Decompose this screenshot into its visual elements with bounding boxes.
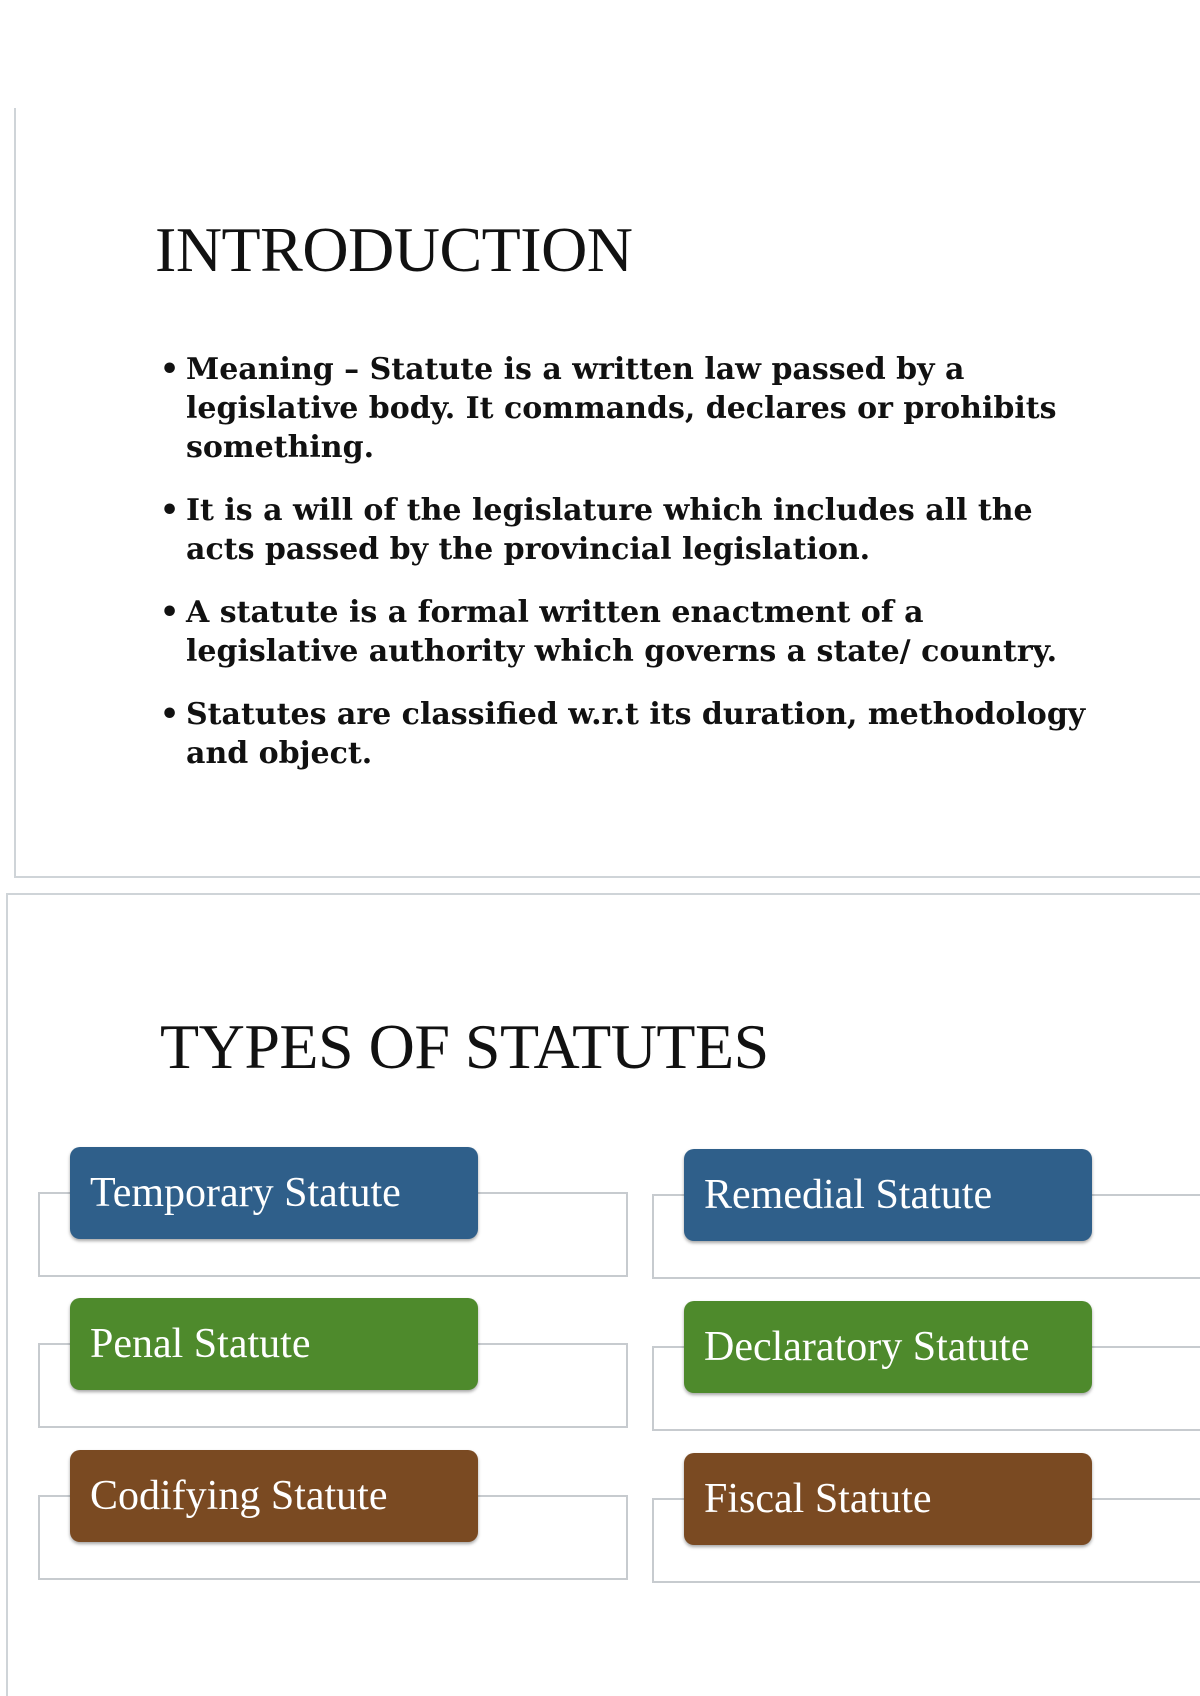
intro-bullet-text: A statute is a formal written enactment of a legislative authority which governs a state/ country. [186,595,1058,669]
fiscal-statute-box: Fiscal Statute [684,1453,1092,1545]
bullet-icon: • [160,697,180,732]
temporary-statute-box: Temporary Statute [70,1147,478,1239]
intro-bullet-text: Meaning – Statute is a written law passed by a legislative body. It commands, declares or prohibits something. [186,352,1057,465]
penal-statute-box: Penal Statute [70,1298,478,1390]
type-item-penal [38,1298,628,1428]
declaratory-statute-box: Declaratory Statute [684,1301,1092,1393]
type-item-temporary [38,1147,628,1277]
intro-bullet-list [160,350,1100,797]
type-item-declaratory [652,1301,1200,1431]
intro-bullet-text: It is a will of the legislature which includes all the acts passed by the provincial legislation. [186,493,1033,567]
types-title: TYPES OF STATUTES [160,1011,769,1082]
bullet-icon: • [160,595,180,630]
bullet-icon: • [160,493,180,528]
intro-bullet [160,695,1100,773]
intro-title: INTRODUCTION [155,214,633,285]
codifying-statute-box: Codifying Statute [70,1450,478,1542]
intro-bullet [160,491,1100,569]
intro-bullet [160,350,1100,467]
bullet-icon: • [160,352,180,387]
type-item-fiscal [652,1453,1200,1583]
type-item-codifying [38,1450,628,1580]
remedial-statute-box: Remedial Statute [684,1149,1092,1241]
type-item-remedial [652,1149,1200,1279]
intro-bullet [160,593,1100,671]
intro-bullet-text: Statutes are classified w.r.t its duration, methodology and object. [186,697,1086,771]
